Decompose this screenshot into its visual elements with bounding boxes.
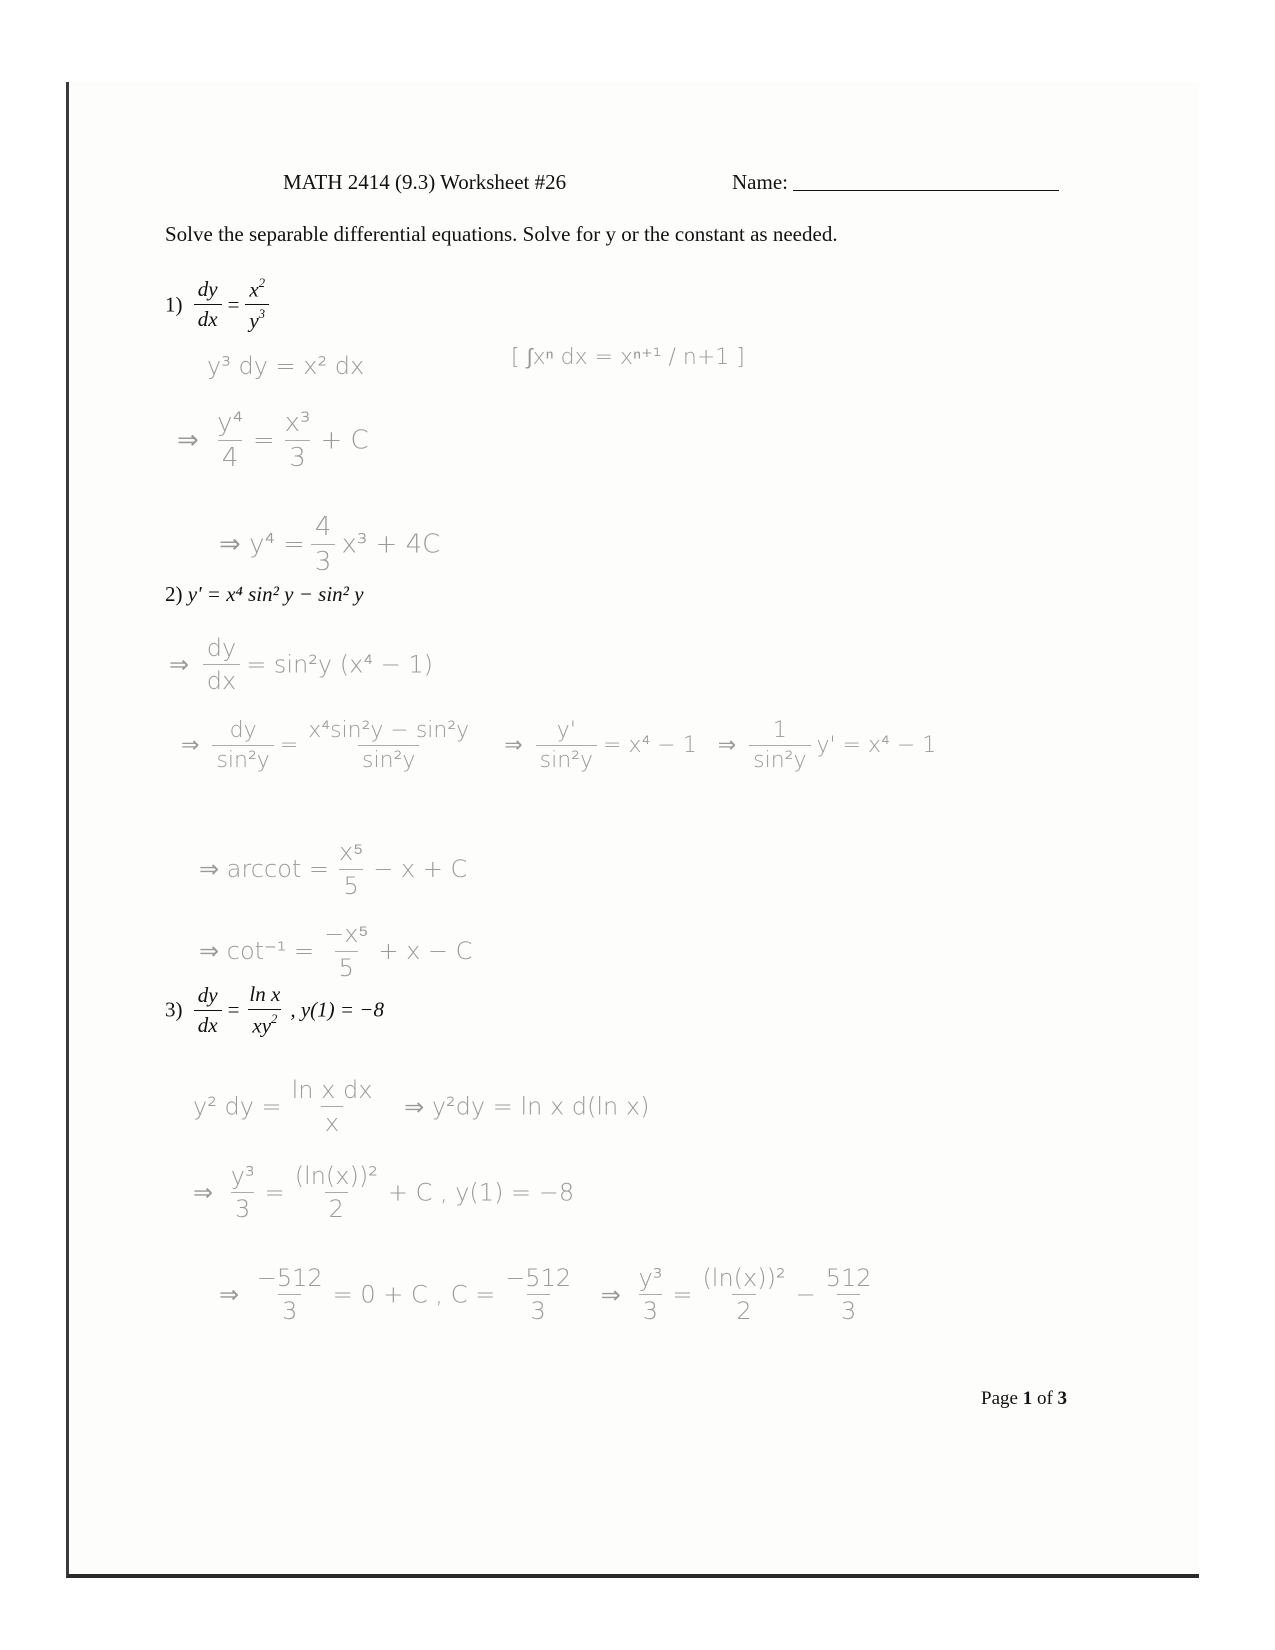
problem-3-step-2: ⇒ $\frac{\text{y³}}{3}$ = $\frac{\text{(ln(x))²}}{2}$ + C , y(1) = −8 [193,1162,575,1223]
problem-3-step-3: ⇒ $\frac{-512}{3}$ = 0 + C , C = $\frac{-512}{3}$ ⇒ $\frac{\text{y³}}{3}$ = $\frac{\text{(ln(x))²}}{2}$ − $\frac{512}{3}$ [219,1264,872,1325]
instructions: Solve the separable differential equations. Solve for y or the constant as needed. [165,222,838,246]
name-line [793,190,1059,191]
problem-2-step-1: ⇒ $\frac{dy}{dx}$ = sin²y (x⁴ − 1) [169,634,433,695]
name-label: Name: [732,170,788,194]
problem-1-step-2: ⇒ $\frac{\text{y⁴}}{4}$ = $\frac{\text{x³}}{3}$ + C [177,408,369,473]
problem-1-step-1: y³ dy = x² dx [207,352,365,380]
problem-2-step-2: ⇒ $\frac{dy}{\text{sin²y}}$ = $\frac{\text{x⁴sin²y − sin²y}}{\text{sin²y}}$ ⇒ $\frac{y'}{\text{sin²y}}$ = x⁴ − 1 ⇒ $\frac{1}{\text{sin²y}}$ y' = x⁴ − 1 [181,718,937,773]
problem-2-step-3: ⇒ arccot = $\frac{\text{x⁵}}{5}$ − x + C [199,838,468,900]
worksheet-page [66,82,1199,1578]
problem-2-step-4: ⇒ cot⁻¹ = $\frac{\text{−x⁵}}{5}$ + x − C [199,920,473,982]
problem-3-statement: 3) $\frac{dy}{dx}$ = $\frac{\text{ln x}}{xy^2}$ , y(1) = −8 [165,982,384,1038]
problem-3-step-1: y² dy = $\frac{\text{ln x dx}}{x}$ ⇒ y²dy = ln x d(ln x) [193,1076,650,1137]
problem-3-number: 3) [165,997,183,1022]
problem-1-statement: 1) $\frac{dy}{dx}$ = $\frac{x^2}{y^3}$ [165,276,275,334]
problem-1-number: 1) [165,292,183,317]
worksheet-title: MATH 2414 (9.3) Worksheet #26 [283,170,567,194]
problem-2-statement: 2) y' = x⁴ sin² y − sin² y [165,582,364,606]
problem-2-number: 2) [165,582,183,606]
page-indicator: Page 1 of 3 [981,1388,1068,1409]
power-rule-note: [ ∫xⁿ dx = xⁿ⁺¹ / n+1 ] [511,345,745,370]
problem-1-step-3: ⇒ y⁴ = $\frac{4}{3}$ x³ + 4C [219,512,441,577]
